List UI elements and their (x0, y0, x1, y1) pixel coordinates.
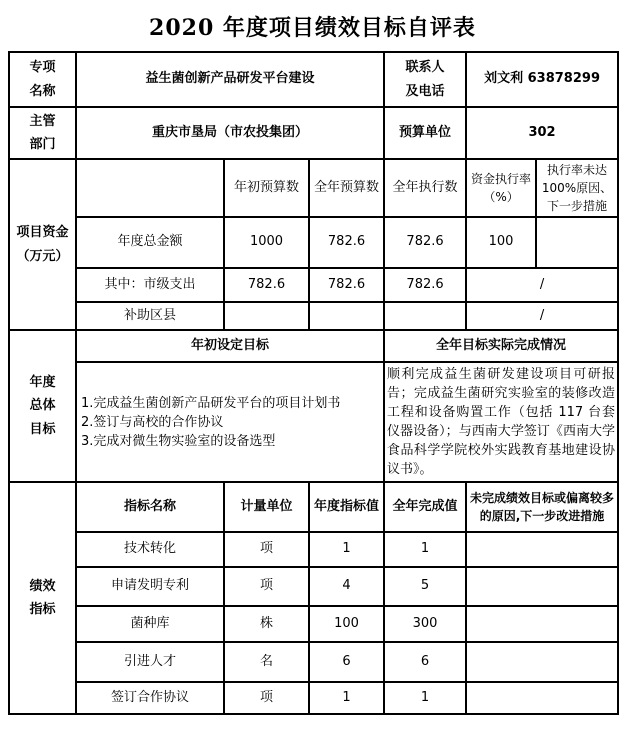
funds-municipal-executed: 782.6 (384, 268, 466, 302)
indicator-name: 技术转化 (76, 532, 224, 567)
indicator-reason (466, 532, 618, 567)
indicator-completed: 1 (384, 532, 466, 567)
funds-blank-header-cell (76, 159, 224, 217)
funds-municipal-annual-budget: 782.6 (309, 268, 384, 302)
indicator-completed: 5 (384, 567, 466, 606)
indicator-name: 引进人才 (76, 642, 224, 682)
project-name-label-text: 专项名称 (29, 60, 56, 99)
indicator-unit: 名 (224, 642, 309, 682)
indicators-header-reason: 未完成绩效目标或偏离较多的原因,下一步改进措施 (466, 482, 618, 532)
indicators-header-target: 年度指标值 (309, 482, 384, 532)
indicators-header-row (9, 482, 618, 532)
funds-row-county (9, 302, 618, 330)
indicator-unit: 项 (224, 532, 309, 567)
funds-county-executed (384, 302, 466, 330)
goals-section-label-text: 年度总体目标 (29, 374, 56, 437)
goals-initial-header: 年初设定目标 (76, 330, 384, 362)
funds-county-merged: / (466, 302, 618, 330)
funds-header-annual-budget: 全年预算数 (309, 159, 384, 217)
funds-total-initial-budget: 1000 (224, 217, 309, 268)
funds-municipal-merged: / (466, 268, 618, 302)
funds-header-execution-rate: 资金执行率（%） (466, 159, 536, 217)
budget-unit-value: 302 (466, 107, 618, 159)
funds-municipal-initial-budget: 782.6 (224, 268, 309, 302)
goals-section-label (9, 330, 76, 482)
indicators-header-completed: 全年完成值 (384, 482, 466, 532)
funds-total-annual-budget: 782.6 (309, 217, 384, 268)
goals-header-row (9, 330, 618, 362)
goal-item: 1.完成益生菌创新产品研发平台的项目计划书 (81, 395, 341, 411)
indicator-target: 1 (309, 532, 384, 567)
funds-total-label: 年度总金额 (76, 217, 224, 268)
contact-value: 刘文利 63878299 (466, 52, 618, 107)
page-title: 2020 年度项目绩效目标自评表 (149, 15, 476, 41)
department-label (9, 107, 76, 159)
goal-item: 3.完成对微生物实验室的设备选型 (81, 433, 276, 449)
funds-total-executed: 782.6 (384, 217, 466, 268)
contact-label-text: 联系人及电话 (405, 60, 445, 99)
department-row (9, 107, 618, 159)
funds-header-executed: 全年执行数 (384, 159, 466, 217)
self-evaluation-form (8, 51, 619, 715)
indicator-unit: 株 (224, 606, 309, 642)
funds-header-initial-budget: 年初预算数 (224, 159, 309, 217)
indicator-reason (466, 642, 618, 682)
indicator-name: 申请发明专利 (76, 567, 224, 606)
indicator-name: 菌种库 (76, 606, 224, 642)
goals-completion-header: 全年目标实际完成情况 (384, 330, 618, 362)
budget-unit-label: 预算单位 (384, 107, 466, 159)
funds-header-row (9, 159, 618, 217)
funds-header-reason: 执行率未达100%原因、下一步措施 (536, 159, 618, 217)
indicator-target: 1 (309, 682, 384, 714)
goal-item: 2.签订与高校的合作协议 (81, 414, 224, 430)
funds-row-municipal (9, 268, 618, 302)
indicator-row (9, 567, 618, 606)
indicators-header-name: 指标名称 (76, 482, 224, 532)
funds-county-initial-budget (224, 302, 309, 330)
funds-section-label-text: 项目资金（万元） (16, 225, 69, 264)
funds-county-annual-budget (309, 302, 384, 330)
department-label-text: 主管部门 (29, 113, 56, 152)
indicators-section-label-text: 绩效指标 (29, 578, 56, 617)
project-name-row (9, 52, 618, 107)
indicator-completed: 1 (384, 682, 466, 714)
indicator-reason (466, 567, 618, 606)
indicator-unit: 项 (224, 682, 309, 714)
indicator-target: 4 (309, 567, 384, 606)
funds-total-execution-rate: 100 (466, 217, 536, 268)
funds-section-label (9, 159, 76, 330)
department-value: 重庆市垦局（市农投集团） (76, 107, 384, 159)
indicator-completed: 6 (384, 642, 466, 682)
indicator-row (9, 606, 618, 642)
funds-municipal-label: 其中：市级支出 (76, 268, 224, 302)
indicator-row (9, 682, 618, 714)
project-name-label (9, 52, 76, 107)
goals-initial-list (76, 362, 384, 482)
indicator-completed: 300 (384, 606, 466, 642)
indicator-target: 100 (309, 606, 384, 642)
goals-completion-text: 顺利完成益生菌研发建设项目可研报告；完成益生菌研究实验室的装修改造工程和设备购置工作（包括 117 台套仪器设备）；与西南大学签订《西南大学食品科学学院校外实践教育基地建设协议书》。 (384, 362, 618, 482)
indicator-unit: 项 (224, 567, 309, 606)
goals-content-row (9, 362, 618, 482)
indicator-reason (466, 606, 618, 642)
funds-county-label: 补助区县 (76, 302, 224, 330)
funds-total-reason (536, 217, 618, 268)
indicator-row (9, 642, 618, 682)
indicator-row (9, 532, 618, 567)
indicator-reason (466, 682, 618, 714)
funds-row-total (9, 217, 618, 268)
indicators-header-unit: 计量单位 (224, 482, 309, 532)
indicators-section-label (9, 482, 76, 714)
project-name-value: 益生菌创新产品研发平台建设 (76, 52, 384, 107)
indicator-target: 6 (309, 642, 384, 682)
contact-label (384, 52, 466, 107)
indicator-name: 签订合作协议 (76, 682, 224, 714)
